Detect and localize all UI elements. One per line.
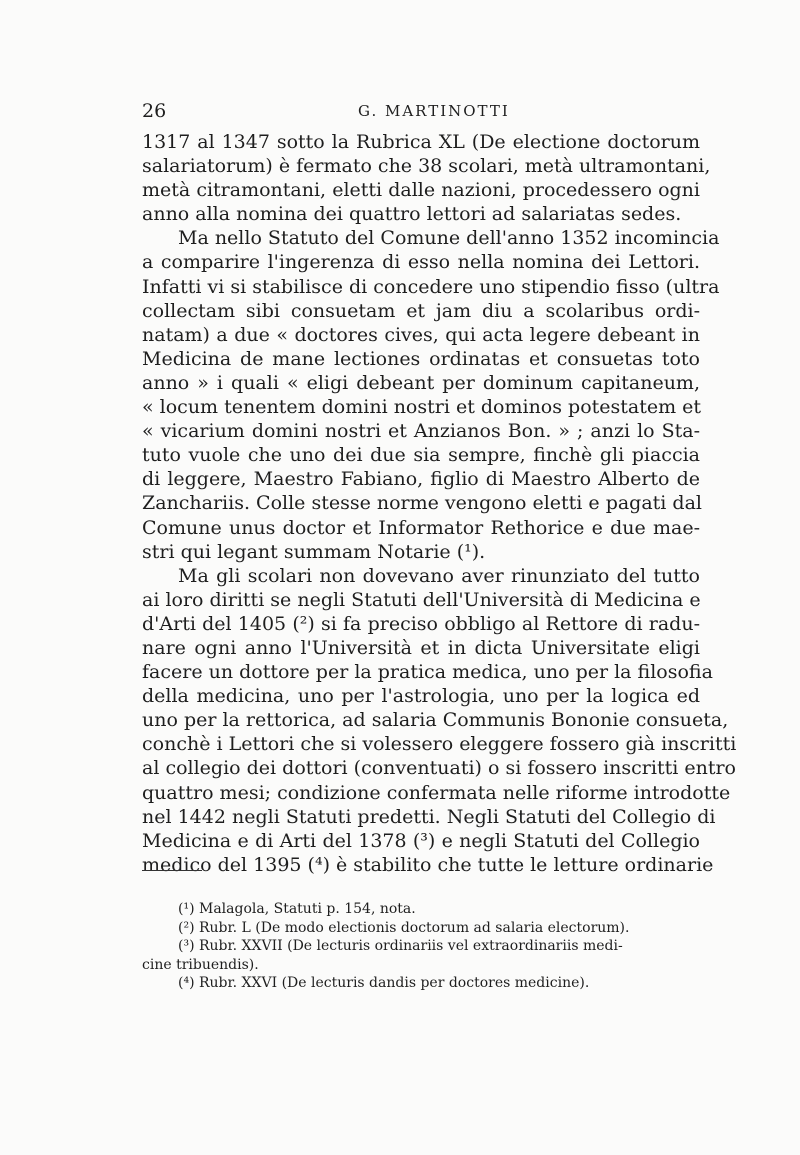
- text-line: anno alla nomina dei quattro lettori ad salariatas sedes.: [142, 203, 682, 226]
- text-line: Comune unus doctor et Informator Rethorice e due mae-: [142, 516, 700, 539]
- footnote-divider: [142, 870, 202, 871]
- footnote: (²) Rubr. L (De modo electionis doctorum ad salaria electorum).: [178, 919, 630, 936]
- text-line: stri qui legant summam Notarie (¹).: [142, 540, 486, 563]
- text-line: 1317 al 1347 sotto la Rubrica XL (De electione doctorum: [142, 131, 700, 153]
- text-line: Ma gli scolari non dovevano aver rinunziato del tutto: [178, 564, 700, 587]
- text-line: metà citramontani, eletti dalle nazioni, procedessero ogni: [142, 179, 700, 202]
- text-line: Ma nello Statuto del Comune dell'anno 1352 incomincia: [178, 227, 720, 250]
- footnote: (¹) Malagola, Statuti p. 154, nota.: [178, 901, 416, 917]
- text-line: anno » i quali « eligi debeant per dominum capitaneum,: [142, 371, 700, 394]
- text-line: « locum tenentem domini nostri et dominos potestatem et: [142, 396, 702, 419]
- text-line: nare ogni anno l'Università et in dicta Universitate eligi: [142, 636, 700, 659]
- text-line: d'Arti del 1405 (²) si fa preciso obbligo al Rettore di radu-: [142, 612, 700, 635]
- text-line: Infatti vi si stabilisce di concedere uno stipendio fisso (ultra: [142, 275, 720, 298]
- text-line: della medicina, uno per l'astrologia, uno per la logica ed: [142, 685, 700, 708]
- body-text: [142, 130, 737, 877]
- page-number: 26: [142, 100, 167, 122]
- text-line: natam) a due « doctores cives, qui acta legere debeant in: [142, 323, 700, 346]
- text-line: salariatorum) è fermato che 38 scolari, metà ultramontani,: [142, 155, 711, 178]
- page-header: [142, 100, 702, 124]
- footnote-continuation: cine tribuendis).: [142, 956, 259, 973]
- text-line: Medicina e di Arti del 1378 (³) e negli Statuti del Collegio: [142, 829, 700, 852]
- text-line: a comparire l'ingerenza di esso nella nomina dei Lettori.: [142, 251, 700, 274]
- text-line: facere un dottore per la pratica medica, uno per la filosofia: [142, 661, 713, 684]
- text-line: Medicina de mane lectiones ordinatas et consuetas toto: [142, 347, 700, 370]
- footnote: (⁴) Rubr. XXVI (De lecturis dandis per doctores medicine).: [178, 975, 590, 991]
- text-line: medico del 1395 (⁴) è stabilito che tutte le letture ordinarie: [142, 853, 714, 876]
- text-line: collectam sibi consuetam et jam diu a scolaribus ordi-: [142, 299, 700, 322]
- text-line: nel 1442 negli Statuti predetti. Negli Statuti del Collegio di: [142, 805, 716, 828]
- text-line: di leggere, Maestro Fabiano, figlio di Maestro Alberto de: [142, 468, 700, 491]
- footnote: (³) Rubr. XXVII (De lecturis ordinariis vel extraordinariis medi-: [178, 938, 623, 954]
- text-line: uno per la rettorica, ad salaria Communis Bononie consueta,: [142, 709, 729, 732]
- text-line: « vicarium domini nostri et Anzianos Bon. » ; anzi lo Sta-: [142, 420, 700, 443]
- text-line: tuto vuole che uno dei due sia sempre, finchè gli piaccia: [142, 444, 700, 467]
- running-title: G. MARTINOTTI: [358, 102, 510, 120]
- text-line: quattro mesi; condizione confermata nelle riforme introdotte: [142, 781, 731, 804]
- text-line: Zanchariis. Colle stesse norme vengono eletti e pagati dal: [142, 492, 702, 515]
- text-line: al collegio dei dottori (conventuati) o si fossero inscritti entro: [142, 757, 736, 780]
- text-line: ai loro diritti se negli Statuti dell'Università di Medicina e: [142, 588, 701, 611]
- text-line: conchè i Lettori che si volessero eleggere fossero già inscritti: [142, 733, 737, 756]
- footnotes: [142, 900, 700, 993]
